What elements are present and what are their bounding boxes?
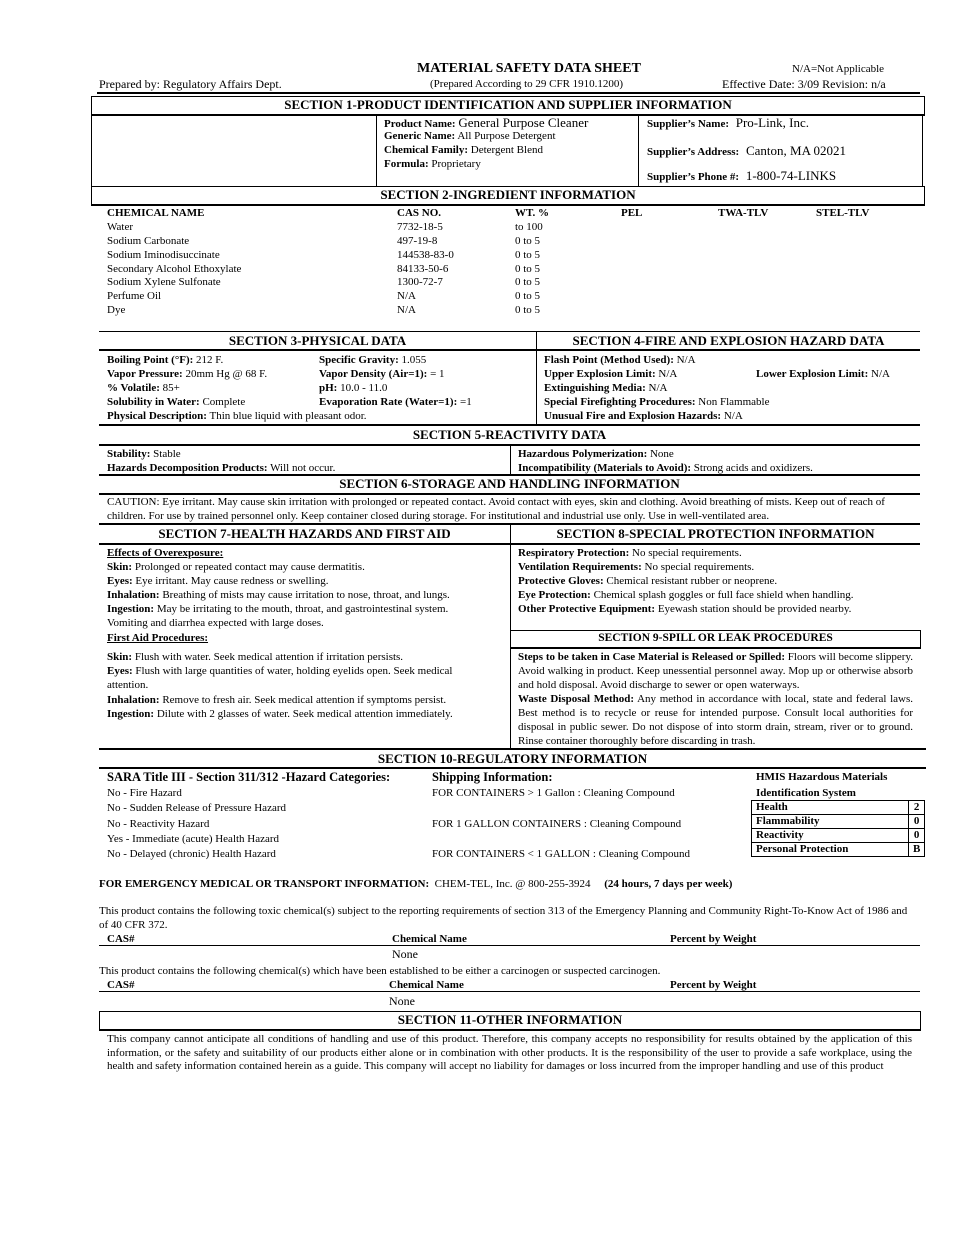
- first-aid-skin: Skin: Flush with water. Seek medical attention if irritation persists.: [107, 651, 404, 663]
- toxic-chemicals-text: This product contains the following toxic chemical(s) subject to the reporting requirements of section 313 of the Emergency Planning and Community Right-To-Know Act of 1986 and of 40 CFR 372.: [99, 905, 908, 931]
- physical-description: Physical Description: Thin blue liquid with pleasant odor.: [107, 410, 367, 422]
- section-4-header: SECTION 4-FIRE AND EXPLOSION HAZARD DATA: [572, 333, 885, 348]
- effective-date: Effective Date: 3/09 Revision: n/a: [722, 77, 886, 91]
- sara-item: No - Delayed (chronic) Health Hazard: [107, 848, 276, 860]
- respiratory-protection: Respiratory Protection: No special requirements.: [518, 547, 742, 559]
- upper-explosion-limit: Upper Explosion Limit: N/A: [544, 368, 678, 380]
- col-pel: PEL: [621, 207, 643, 219]
- s3-top-rule: [99, 331, 920, 332]
- specific-gravity: Specific Gravity: 1.055: [319, 354, 427, 366]
- col-cas: CAS#: [107, 979, 135, 991]
- s5-divider: [510, 446, 511, 474]
- supplier-phone: Supplier’s Phone #: 1-800-74-LINKS: [647, 168, 837, 183]
- col-cas-no: CAS NO.: [397, 207, 442, 219]
- effect-eyes: Eyes: Eye irritant. May cause redness or swelling.: [107, 575, 329, 587]
- effect-ingestion-cont: Vomiting and diarrhea expected with large doses.: [107, 617, 324, 629]
- other-protective-equipment: Other Protective Equipment: Eyewash station should be provided nearby.: [518, 603, 852, 615]
- generic-name: Generic Name: All Purpose Detergent: [384, 130, 556, 142]
- hmis-row: Personal Protection B: [752, 843, 925, 857]
- product-name: Product Name: General Purpose Cleaner: [384, 115, 589, 130]
- first-aid-inhalation: Inhalation: Remove to fresh air. Seek medical attention if symptoms persist.: [107, 694, 447, 706]
- chemical-family: Chemical Family: Detergent Blend: [384, 144, 543, 156]
- section-1-header: SECTION 1-PRODUCT IDENTIFICATION AND SUPPLIER INFORMATION: [91, 96, 925, 116]
- hmis-row: Health 2: [752, 801, 925, 815]
- document-title: MATERIAL SAFETY DATA SHEET: [417, 61, 641, 76]
- incompatibility: Incompatibility (Materials to Avoid): Strong acids and oxidizers.: [518, 462, 813, 474]
- section-2-header: SECTION 2-INGREDIENT INFORMATION: [91, 186, 925, 206]
- s1-divider-left: [376, 115, 377, 186]
- document-subtitle: (Prepared According to 29 CFR 1910.1200): [430, 78, 624, 90]
- shipping-large: FOR CONTAINERS > 1 Gallon : Cleaning Compound: [432, 787, 675, 799]
- s3-header-rule: [99, 349, 920, 351]
- firefighting-procedures: Special Firefighting Procedures: Non Flammable: [544, 396, 770, 408]
- col-chemical-name: CHEMICAL NAME: [107, 207, 205, 219]
- effect-ingestion: Ingestion: May be irritating to the mouth, throat, and gastrointestinal system.: [107, 603, 449, 615]
- supplier-address: Supplier’s Address: Canton, MA 02021: [647, 143, 846, 158]
- spill-steps: Steps to be taken in Case Material is Released or Spilled: Floors will become slippery. Avoid walking in product. Keep unessential personnel away. Mop up or otherwise absorb and hold disposal. Avoid discharge to sewer or open waterways.: [518, 651, 914, 691]
- flash-point: Flash Point (Method Used): N/A: [544, 354, 696, 366]
- toxic-none: None: [392, 947, 418, 961]
- hmis-row: Reactivity 0: [752, 829, 925, 843]
- vapor-pressure: Vapor Pressure: 20mm Hg @ 68 F.: [107, 368, 268, 380]
- s1-divider-right: [638, 115, 639, 186]
- header-rule: [97, 92, 920, 94]
- section-9-header: SECTION 9-SPILL OR LEAK PROCEDURES: [510, 630, 921, 649]
- vapor-density: Vapor Density (Air=1): = 1: [319, 368, 445, 380]
- first-aid-ingestion: Ingestion: Dilute with 2 glasses of water. Seek medical attention immediately.: [107, 708, 453, 720]
- section-8-header: SECTION 8-SPECIAL PROTECTION INFORMATION: [556, 526, 875, 541]
- hmis-row: Flammability 0: [752, 815, 925, 829]
- unusual-hazards: Unusual Fire and Explosion Hazards: N/A: [544, 410, 743, 422]
- section-3-header: SECTION 3-PHYSICAL DATA: [228, 333, 407, 348]
- sara-item: No - Fire Hazard: [107, 787, 182, 799]
- ph-value: pH: 10.0 - 11.0: [319, 382, 388, 394]
- toxic-table-rule: [99, 945, 920, 946]
- boiling-point: Boiling Point (°F): 212 F.: [107, 354, 224, 366]
- effect-skin: Skin: Prolonged or repeated contact may cause dermatitis.: [107, 561, 365, 573]
- shipping-one-gallon: FOR 1 GALLON CONTAINERS : Cleaning Compound: [432, 818, 682, 830]
- s10-top-rule: [99, 748, 926, 750]
- sara-item: No - Sudden Release of Pressure Hazard: [107, 802, 286, 814]
- col-chemical: Chemical Name: [389, 979, 464, 991]
- col-twa-tlv: TWA-TLV: [718, 207, 769, 219]
- s5-top-rule: [99, 424, 920, 426]
- ventilation-requirements: Ventilation Requirements: No special requirements.: [518, 561, 755, 573]
- sara-item: Yes - Immediate (acute) Health Hazard: [107, 833, 280, 845]
- protective-gloves: Protective Gloves: Chemical resistant rubber or neoprene.: [518, 575, 778, 587]
- evaporation-rate: Evaporation Rate (Water=1): =1: [319, 396, 472, 408]
- storage-handling-text: CAUTION: Eye irritant. May cause skin irritation with prolonged or repeated contact. Avoid contact with eyes, skin and clothing. Avoid breathing of mists. Keep out of reach of children. For use by trained personnel only. Keep container closed during storage. For institutional and industrial use only. Use in well-ventilated area.: [107, 496, 885, 522]
- carcinogen-text: This product contains the following chemical(s) which have been established to be either a carcinogen or suspected carcinogen.: [99, 965, 661, 977]
- effect-inhalation: Inhalation: Breathing of mists may cause irritation to nose, throat, and lungs.: [107, 589, 450, 601]
- col-chemical: Chemical Name: [392, 933, 467, 945]
- emergency-info: FOR EMERGENCY MEDICAL OR TRANSPORT INFORMATION: CHEM-TEL, Inc. @ 800-255-3924 (24 hours, 7 days per week): [99, 878, 733, 890]
- col-stel-tlv: STEL-TLV: [816, 207, 870, 219]
- first-aid-eyes: Eyes: Flush with large quantities of water, holding eyelids open. Seek medical attention.: [107, 665, 453, 691]
- shipping-small: FOR CONTAINERS < 1 GALLON : Cleaning Compound: [432, 848, 691, 860]
- supplier-name: Supplier’s Name: Pro-Link, Inc.: [647, 115, 810, 130]
- col-percent: Percent by Weight: [670, 979, 757, 991]
- section-7-header: SECTION 7-HEALTH HAZARDS AND FIRST AID: [158, 526, 451, 541]
- carcinogen-none: None: [389, 994, 415, 1008]
- decomposition-products: Hazards Decomposition Products: Will not occur.: [107, 462, 336, 474]
- stability: Stability: Stable: [107, 448, 181, 460]
- section-5-header: SECTION 5-REACTIVITY DATA: [412, 427, 607, 442]
- hmis-title: HMIS Hazardous Materials: [756, 771, 888, 783]
- hazardous-polymerization: Hazardous Polymerization: None: [518, 448, 674, 460]
- s10-header-rule: [99, 767, 926, 769]
- other-information-text: This company cannot anticipate all conditions of handling and use of this product. Therefore, this company accepts no responsibility for results obtained by the application of this information, or the safety and suitability of our products either alone or in combination with other products. It is the responsibility of the user to provide a safe workplace, using the health and safety information contained herein as a guide. This company will accept no liability for damages or loss incurred from the improper handling and use of this product: [107, 1033, 912, 1072]
- na-note: N/A=Not Applicable: [792, 63, 885, 75]
- hmis-subtitle: Identification System: [756, 787, 856, 799]
- section-10-header: SECTION 10-REGULATORY INFORMATION: [377, 751, 648, 766]
- shipping-title: Shipping Information:: [432, 770, 553, 784]
- col-cas: CAS#: [107, 933, 135, 945]
- sara-title: SARA Title III - Section 311/312 -Hazard Categories:: [107, 770, 391, 784]
- prepared-by: Prepared by: Regulatory Affairs Dept.: [99, 77, 282, 91]
- solubility: Solubility in Water: Complete: [107, 396, 246, 408]
- formula: Formula: Proprietary: [384, 158, 481, 170]
- first-aid-label: First Aid Procedures:: [107, 632, 209, 644]
- col-wt-pct: WT. %: [515, 207, 550, 219]
- section-6-header: SECTION 6-STORAGE AND HANDLING INFORMATION: [339, 476, 680, 491]
- extinguishing-media: Extinguishing Media: N/A: [544, 382, 668, 394]
- percent-volatile: % Volatile: 85+: [107, 382, 180, 394]
- lower-explosion-limit: Lower Explosion Limit: N/A: [756, 368, 890, 380]
- eye-protection: Eye Protection: Chemical splash goggles or full face shield when handling.: [518, 589, 854, 601]
- waste-disposal: Waste Disposal Method: Any method in accordance with local, state and federal laws. Best method is to recycle or reuse for intended purpose. Consult local authorities for disposal in public sewer. Do not dispose of into storm drain, stream, river or to ground. Rinse container thoroughly before discarding in trash.: [518, 693, 913, 747]
- hmis-table: [751, 800, 925, 857]
- effects-of-overexposure-label: Effects of Overexposure:: [107, 547, 224, 559]
- carcinogen-table-rule: [99, 991, 920, 992]
- section-11-header: SECTION 11-OTHER INFORMATION: [99, 1011, 921, 1031]
- col-percent: Percent by Weight: [670, 933, 757, 945]
- sara-item: No - Reactivity Hazard: [107, 818, 210, 830]
